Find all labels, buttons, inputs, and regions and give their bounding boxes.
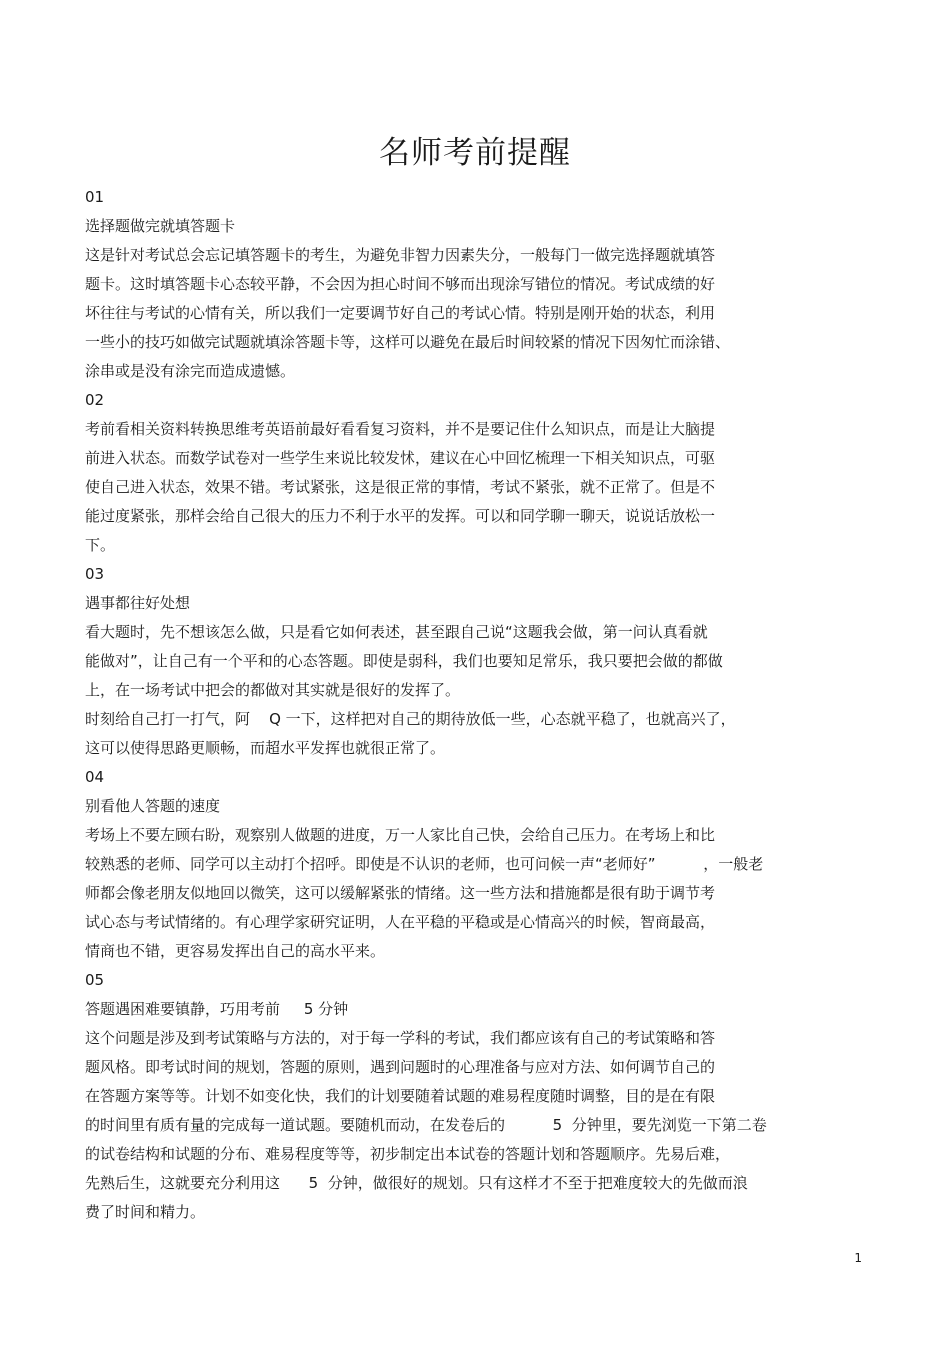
paragraph-line: 考前看相关资料转换思维考英语前最好看看复习资料，并不是要记住什么知识点，而是让大脑提 [85, 420, 716, 438]
section-heading: 选择题做完就填答题卡 [85, 217, 236, 235]
paragraph-line: 涂串或是没有涂完而造成遗憾。 [85, 362, 296, 380]
section-heading: 遇事都往好处想 [85, 594, 191, 612]
document-body [85, 183, 865, 1227]
paragraph-line: 题风格。即考试时间的规划，答题的原则，遇到问题时的心理准备与应对方法、如何调节自己的 [85, 1058, 716, 1076]
paragraph-line: 的时间里有质有量的完成每一道试题。要随机而动，在发卷后的 5 分钟里，要先浏览一下第二卷 [85, 1116, 767, 1134]
section-05 [85, 966, 865, 1227]
paragraph-line: 一些小的技巧如做完试题就填涂答题卡等，这样可以避免在最后时间较紧的情况下因匆忙而涂错、 [85, 333, 731, 351]
paragraph-line: 能过度紧张，那样会给自己很大的压力不利于水平的发挥。可以和同学聊一聊天，说说话放松一 [85, 507, 716, 525]
paragraph-line: 情商也不错，更容易发挥出自己的高水平来。 [85, 942, 386, 960]
section-heading: 答题遇困难要镇静，巧用考前 5 分钟 [85, 1000, 349, 1018]
paragraph-line: 的试卷结构和试题的分布、难易程度等等，初步制定出本试卷的答题计划和答题顺序。先易后难， [85, 1145, 731, 1163]
paragraph-line: 题卡。这时填答题卡心态较平静，不会因为担心时间不够而出现涂写错位的情况。考试成绩的好 [85, 275, 716, 293]
paragraph-line: 师都会像老朋友似地回以微笑，这可以缓解紧张的情绪。这一些方法和措施都是很有助于调节考 [85, 884, 716, 902]
paragraph-line: 试心态与考试情绪的。有心理学家研究证明，人在平稳的平稳或是心情高兴的时候，智商最高， [85, 913, 716, 931]
paragraph-line: 费了时间和精力。 [85, 1203, 206, 1221]
paragraph-line: 前进入状态。而数学试卷对一些学生来说比较发怵，建议在心中回忆梳理一下相关知识点，可驱 [85, 449, 716, 467]
page-title: 名师考前提醒 [379, 134, 571, 171]
paragraph-line: 上，在一场考试中把会的都做对其实就是很好的发挥了。 [85, 681, 461, 699]
section-number: 05 [85, 971, 105, 989]
section-number: 01 [85, 188, 105, 206]
paragraph-line: 能做对”，让自己有一个平和的心态答题。即使是弱科，我们也要知足常乐，我只要把会做的都做 [85, 652, 723, 670]
section-04 [85, 763, 865, 966]
paragraph-line: 使自己进入状态，效果不错。考试紧张，这是很正常的事情，考试不紧张，就不正常了。但是不 [85, 478, 716, 496]
page-number: 1 [854, 1251, 862, 1265]
section-number: 04 [85, 768, 105, 786]
paragraph-line: 考场上不要左顾右盼，观察别人做题的进度，万一人家比自己快，会给自己压力。在考场上和比 [85, 826, 716, 844]
paragraph-line: 这可以使得思路更顺畅，而超水平发挥也就很正常了。 [85, 739, 446, 757]
section-01 [85, 183, 865, 386]
section-number: 03 [85, 565, 105, 583]
paragraph-line: 这个问题是涉及到考试策略与方法的，对于每一学科的考试，我们都应该有自己的考试策略和答 [85, 1029, 716, 1047]
paragraph-line: 坏往往与考试的心情有关，所以我们一定要调节好自己的考试心情。特别是刚开始的状态，利用 [85, 304, 716, 322]
section-number: 02 [85, 391, 105, 409]
paragraph-line: 先熟后生，这就要充分利用这 5 分钟，做很好的规划。只有这样才不至于把难度较大的先做而浪 [85, 1174, 748, 1192]
paragraph-line: 这是针对考试总会忘记填答题卡的考生，为避免非智力因素失分，一般每门一做完选择题就填答 [85, 246, 716, 264]
paragraph-line: 下。 [85, 536, 116, 554]
section-02 [85, 386, 865, 560]
section-heading: 别看他人答题的速度 [85, 797, 221, 815]
paragraph-line: 较熟悉的老师、同学可以主动打个招呼。即使是不认识的老师，也可问候一声“老师好” ，一般老 [85, 855, 764, 873]
paragraph-line: 在答题方案等等。计划不如变化快，我们的计划要随着试题的难易程度随时调整，目的是在有限 [85, 1087, 716, 1105]
paragraph-line: 看大题时，先不想该怎么做，只是看它如何表述，甚至跟自己说“这题我会做，第一问认真看就 [85, 623, 708, 641]
paragraph-line: 时刻给自己打一打气，阿 Q 一下，这样把对自己的期待放低一些，心态就平稳了，也就高兴了， [85, 710, 736, 728]
section-03 [85, 560, 865, 763]
